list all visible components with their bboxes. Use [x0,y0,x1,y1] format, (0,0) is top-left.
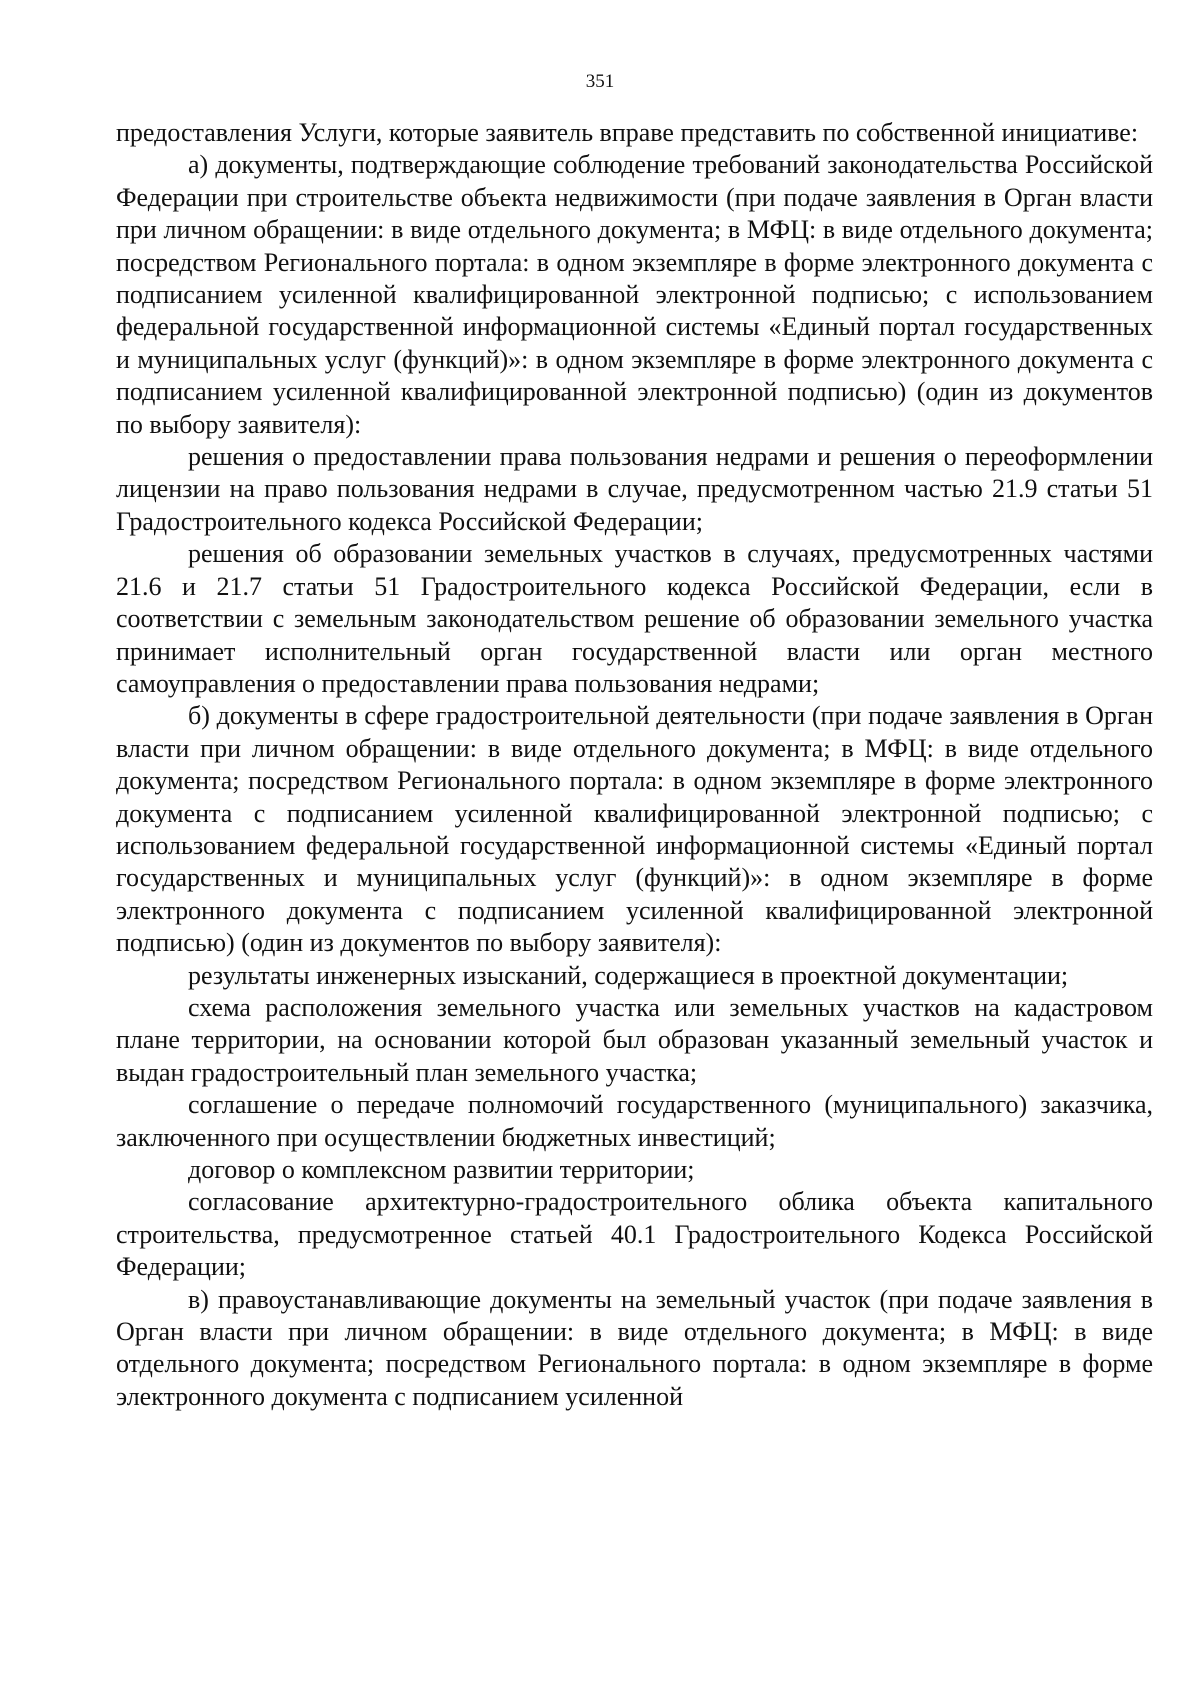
paragraph-continuation: предоставления Услуги, которые заявитель вправе представить по собственной инициативе: [116,118,1139,147]
document-body [116,117,1153,1413]
paragraph-item-b: б) документы в сфере градостроительной деятельности (при подаче заявления в Орган власти при личном обращении: в виде отдельного документа; в МФЦ: в виде отдельного документа; посредством Регионального портала: в одном экземпляре в форме электронного документа с подписанием усиленной квалифицированной электронной подписью; с использованием федеральной государственной информационной системы «Единый портал государственных и муниципальных услуг (функций)»: в одном экземпляре в форме электронного документа с подписанием усиленной квалифицированной электронной подписью) (один из документов по выбору заявителя): [116,701,1153,958]
paragraph-land-plot-scheme: схема расположения земельного участка или земельных участков на кадастровом плане территории, на основании которой был образован указанный земельный участок и выдан градостроительный план земельного участка; [116,992,1153,1087]
paragraph-engineering-surveys: результаты инженерных изысканий, содержащиеся в проектной документации; [188,960,1069,990]
paragraph-item-a: а) документы, подтверждающие соблюдение требований законодательства Российской Федерации при строительстве объекта недвижимости (при подаче заявления в Орган власти при личном обращении: в виде отдельного документа; в МФЦ: в виде отдельного документа; посредством Регионального портала: в одном экземпляре в форме электронного документа с подписанием усиленной квалифицированной электронной подписью; с использованием федеральной государственной информационной системы «Единый портал государственных и муниципальных услуг (функций)»: в одном экземпляре в форме электронного документа с подписанием усиленной квалифицированной электронной подписью) (один из документов по выбору заявителя): [116,150,1153,439]
paragraph-subsoil-decisions: решения о предоставлении права пользования недрами и решения о переоформлении лицензии на право пользования недрами в случае, предусмотренном частью 21.9 статьи 51 Градостроительного кодекса Российской Федерации; [116,442,1153,536]
paragraph-powers-agreement: соглашение о передаче полномочий государственного (муниципального) заказчика, заключенного при осуществлении бюджетных инвестиций; [116,1090,1153,1152]
paragraph-architectural-approval: согласование архитектурно-градостроительного облика объекта капитального строительства, предусмотренное статьей 40.1 Градостроительного Кодекса Российской Федерации; [116,1187,1153,1282]
page-number: 351 [585,71,615,92]
paragraph-territory-contract: договор о комплексном развитии территории; [188,1155,695,1184]
paragraph-item-v: в) правоустанавливающие документы на земельный участок (при подаче заявления в Орган власти при личном обращении: в виде отдельного документа; в МФЦ: в виде отдельного документа; посредством Регионального портала: в одном экземпляре в форме электронного документа с подписанием усиленной [116,1284,1153,1411]
paragraph-land-plot-decisions: решения об образовании земельных участков в случаях, предусмотренных частями 21.6 и 21.7 статьи 51 Градостроительного кодекса Российской Федерации, если в соответствии с земельным законодательством решение об образовании земельного участка принимает исполнительный орган государственной власти или орган местного самоуправления о предоставлении права пользования недрами; [116,539,1153,698]
